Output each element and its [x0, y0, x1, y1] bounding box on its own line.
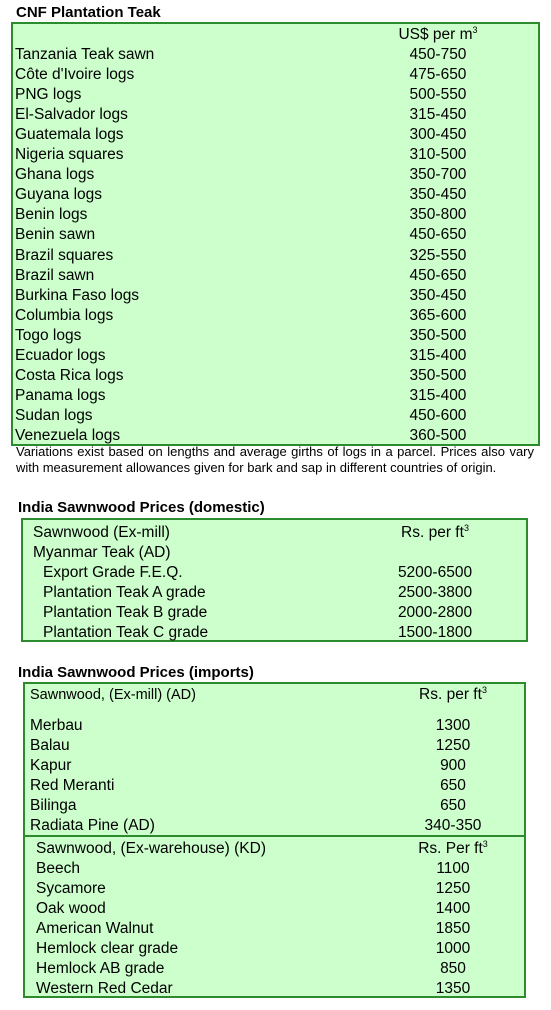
row-name: Guyana logs [15, 186, 103, 204]
table-row [25, 859, 524, 879]
table-row [25, 756, 524, 776]
row-name: Radiata Pine (AD) [30, 817, 155, 834]
row-value: 315-400 [409, 386, 467, 404]
row-name: Nigeria squares [15, 146, 124, 164]
imports-ex-warehouse-table [23, 835, 526, 998]
row-value: 650 [440, 777, 466, 794]
table-row [25, 899, 524, 919]
row-value: 310-500 [409, 146, 467, 164]
row-value: 325-550 [409, 246, 467, 264]
imports-ex-mill-header-row [25, 685, 524, 705]
table-row [23, 623, 526, 643]
row-name: El-Salvador logs [15, 106, 128, 124]
row-name: Panama logs [15, 386, 106, 404]
row-name: Red Meranti [30, 777, 115, 794]
row-value: 1850 [435, 920, 471, 937]
row-value: 450-650 [409, 226, 467, 244]
table-row [25, 816, 524, 836]
table-row [25, 716, 524, 736]
row-name: Western Red Cedar [36, 980, 173, 997]
row-value: 1000 [435, 940, 471, 957]
imports-ex-warehouse-header-label: Sawnwood, (Ex-warehouse) (KD) [36, 840, 267, 857]
table-row [13, 225, 538, 245]
table-row [13, 286, 538, 306]
row-name: Togo logs [15, 326, 82, 344]
row-value: 475-650 [409, 66, 467, 84]
domestic-header-label: Sawnwood (Ex-mill) [33, 524, 170, 541]
domestic-header-row [23, 523, 526, 543]
imports-ex-warehouse-header-row [25, 839, 524, 859]
cnf-header-row [13, 25, 538, 45]
row-name: Kapur [30, 757, 72, 774]
row-value: 1250 [435, 737, 471, 754]
table-row [23, 603, 526, 623]
domestic-unit-label: Rs. per $ft^3$ [401, 522, 469, 541]
cnf-note: Variations exist based on lengths and average girths of logs in a parcel. Prices also vary with measurement allowances given for bark and sap in different countries of origin. [16, 444, 534, 475]
table-row [13, 125, 538, 145]
table-row [23, 583, 526, 603]
table-row [13, 426, 538, 446]
row-value: 315-400 [409, 346, 467, 364]
table-row [13, 165, 538, 185]
row-value: 350-800 [409, 206, 467, 224]
table-row [13, 145, 538, 165]
table-row [13, 185, 538, 205]
row-name: Côte d'Ivoire logs [15, 66, 135, 84]
row-value: 1100 [436, 860, 470, 877]
row-value: 360-500 [409, 426, 467, 444]
row-value: 1250 [435, 880, 471, 897]
row-name: Benin sawn [15, 226, 96, 244]
imports-title: India Sawnwood Prices (imports) [18, 664, 254, 681]
row-value: 650 [440, 797, 466, 814]
row-value: 450-750 [409, 46, 467, 63]
row-name: Oak wood [36, 900, 106, 917]
table-row [25, 879, 524, 899]
row-value: 365-600 [409, 306, 467, 324]
table-row [23, 563, 526, 583]
row-value: 500-550 [409, 86, 467, 104]
table-row [25, 939, 524, 959]
row-value: 300-450 [409, 126, 467, 144]
table-row [25, 979, 524, 999]
row-value: 350-450 [409, 286, 467, 304]
row-value: 315-450 [409, 106, 467, 124]
row-name: Sycamore [36, 880, 106, 897]
row-name: Plantation Teak C grade [43, 624, 209, 641]
table-row [13, 386, 538, 406]
table-row [25, 796, 524, 816]
imports-ex-mill-unit-label: Rs. per $ft^3$ [419, 684, 487, 703]
row-name: Venezuela logs [15, 426, 121, 444]
cnf-unit-label: US$ per $m^3$ [398, 24, 478, 43]
row-value: 1300 [435, 717, 471, 734]
row-value: 350-450 [409, 186, 467, 204]
row-name: Hemlock AB grade [36, 960, 165, 977]
row-name: American Walnut [36, 920, 154, 937]
row-value: 1500-1800 [397, 624, 473, 641]
domestic-subheader-label: Myanmar Teak (AD) [33, 544, 171, 561]
cnf-title: CNF Plantation Teak [16, 4, 161, 21]
row-name: Costa Rica logs [15, 366, 124, 384]
table-row [13, 366, 538, 386]
row-name: Guatemala logs [15, 126, 124, 144]
domestic-subheader-row [23, 543, 526, 563]
table-row [13, 246, 538, 266]
table-row [13, 105, 538, 125]
row-value: 1350 [435, 980, 471, 997]
imports-ex-mill-table [23, 682, 526, 838]
cnf-price-table [11, 22, 540, 446]
imports-ex-mill-header-label: Sawnwood, (Ex-mill) (AD) [30, 687, 196, 703]
row-name: Brazil squares [15, 246, 114, 264]
row-name: Balau [30, 737, 70, 754]
table-row [13, 346, 538, 366]
table-row [13, 306, 538, 326]
row-name: Ghana logs [15, 166, 95, 184]
row-name: Tanzania Teak sawn [15, 46, 155, 63]
table-row [13, 65, 538, 85]
row-value: 850 [440, 960, 466, 977]
row-name: Sudan logs [15, 406, 93, 424]
domestic-price-table [21, 518, 528, 642]
row-value: 340-350 [424, 817, 482, 834]
table-row [13, 85, 538, 105]
row-name: Burkina Faso logs [15, 286, 140, 304]
row-name: Benin logs [15, 206, 88, 224]
table-row [13, 205, 538, 225]
row-value: 900 [440, 757, 466, 774]
row-value: 350-700 [409, 166, 467, 184]
table-row [13, 266, 538, 286]
table-row [13, 45, 538, 65]
table-row [25, 959, 524, 979]
row-value: 350-500 [409, 366, 467, 384]
row-value: 2000-2800 [397, 604, 473, 621]
table-row [13, 406, 538, 426]
row-value: 2500-3800 [397, 584, 473, 601]
imports-ex-warehouse-unit-label: Rs. Per $ft^3$ [418, 838, 488, 857]
row-name: Columbia logs [15, 306, 114, 324]
row-name: Hemlock clear grade [36, 940, 179, 957]
row-value: 450-600 [409, 406, 467, 424]
row-value: 1400 [435, 900, 471, 917]
row-value: 5200-6500 [397, 564, 473, 581]
row-value: 450-650 [409, 266, 467, 284]
table-row [25, 736, 524, 756]
row-name: PNG logs [15, 86, 82, 104]
row-name: Plantation Teak B grade [43, 604, 208, 621]
row-name: Plantation Teak A grade [43, 584, 206, 601]
table-row [25, 776, 524, 796]
row-value: 350-500 [409, 326, 467, 344]
row-name: Bilinga [30, 797, 77, 814]
row-name: Beech [36, 860, 80, 877]
row-name: Export Grade F.E.Q. [43, 564, 183, 581]
table-row [25, 919, 524, 939]
table-row [13, 326, 538, 346]
row-name: Ecuador logs [15, 346, 106, 364]
domestic-title: India Sawnwood Prices (domestic) [18, 499, 265, 516]
row-name: Brazil sawn [15, 266, 95, 284]
row-name: Merbau [30, 717, 83, 734]
